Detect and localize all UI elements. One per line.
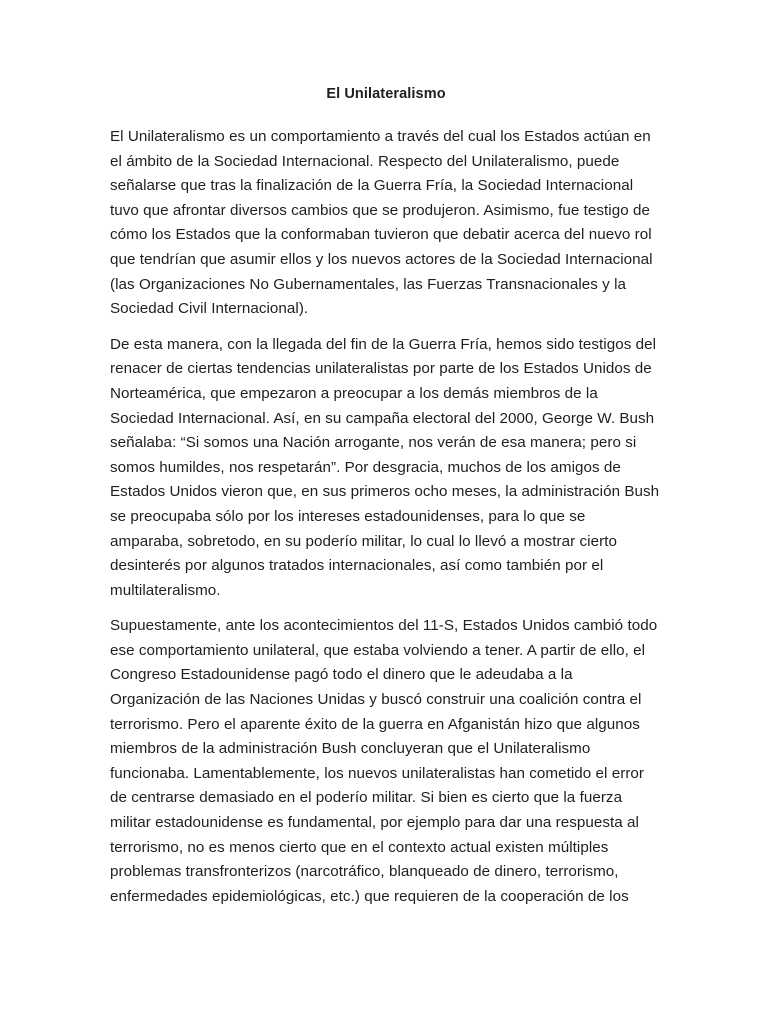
document-title: El Unilateralismo xyxy=(326,86,446,102)
paragraph-3: Supuestamente, ante los acontecimientos del 11-S, Estados Unidos cambió todo ese comportamiento unilateral, que estaba volviendo a tener. A partir de ello, el Congreso Estadounidense pagó todo el dinero que le adeudaba a la Organización de las Naciones Unidas y buscó construir una coalición contra el terrorismo. Pero el aparente éxito de la guerra en Afganistán hizo que algunos miembros de la administración Bush concluyeran que el Unilateralismo funcionaba. Lamentablemente, los nuevos unilateralistas han cometido el error de centrarse demasiado en el poderío militar. Si bien es cierto que la fuerza militar estadounidense es fundamental, por ejemplo para dar una respuesta al terrorismo, no es menos cierto que en el contexto actual existen múltiples problemas transfronterizos (narcotráfico, blanqueado de dinero, terrorismo, enfermedades epidemiológicas, etc.) que requieren de la cooperación de los xyxy=(110,617,658,905)
paragraph-2: De esta manera, con la llegada del fin de la Guerra Fría, hemos sido testigos del renacer de ciertas tendencias unilateralistas por parte de los Estados Unidos de Norteamérica, que empezaron a preocupar a los demás miembros de la Sociedad Internacional. Así, en su campaña electoral del 2000, George W. Bush señalaba: “Si somos una Nación arrogante, nos verán de esa manera; pero si somos humildes, nos respetarán”. Por desgracia, muchos de los amigos de Estados Unidos vieron que, en sus primeros ocho meses, la administración Bush se preocupaba sólo por los intereses estadounidenses, para lo que se amparaba, sobretodo, en su poderío militar, lo cual lo llevó a mostrar cierto desinterés por algunos tratados internacionales, así como también por el multilateralismo. xyxy=(110,335,660,599)
paragraph-1: El Unilateralismo es un comportamiento a través del cual los Estados actúan en el ámbito de la Sociedad Internacional. Respecto del Unilateralismo, puede señalarse que tras la finalización de la Guerra Fría, la Sociedad Internacional tuvo que afrontar diversos cambios que se produjeron. Asimismo, fue testigo de cómo los Estados que la conformaban tuvieron que debatir acerca del nuevo rol que tendrían que asumir ellos y los nuevos actores de la Sociedad Internacional (las Organizaciones No Gubernamentales, las Fuerzas Transnacionales y la Sociedad Civil Internacional). xyxy=(110,128,653,318)
